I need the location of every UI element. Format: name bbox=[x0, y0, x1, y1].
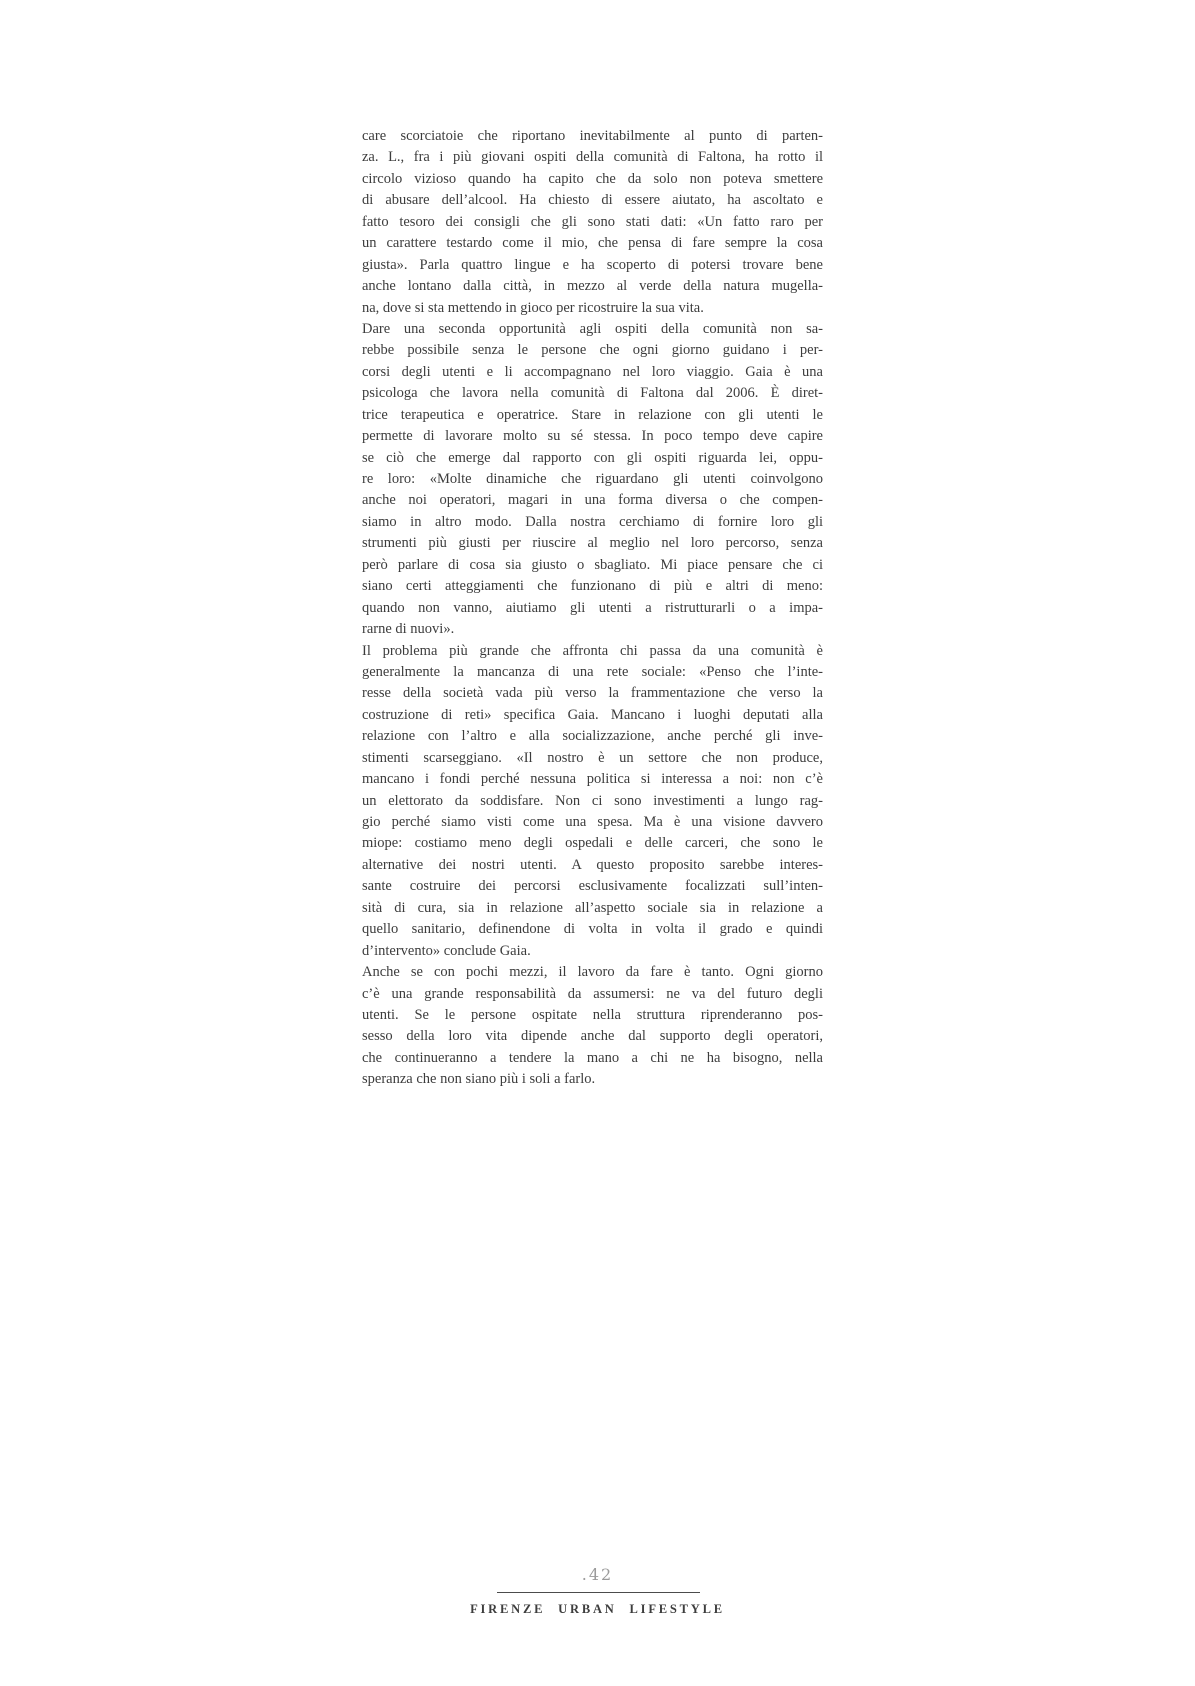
article-line: fatto tesoro dei consigli che gli sono stati dati: «Un fatto raro per bbox=[362, 213, 823, 230]
article-line: speranza che non siano più i soli a farlo. bbox=[362, 1071, 596, 1088]
article-line: za. L., fra i più giovani ospiti della comunità di Faltona, ha rotto il bbox=[362, 149, 823, 166]
article-line: giusta». Parla quattro lingue e ha scoperto di potersi trovare bene bbox=[362, 256, 823, 273]
article-line: sesso della loro vita dipende anche dal supporto degli operatori, bbox=[362, 1028, 823, 1045]
article-line: rarne di nuovi». bbox=[362, 621, 455, 638]
article-line: re loro: «Molte dinamiche che riguardano gli utenti coinvolgono bbox=[362, 471, 823, 487]
article-line: corsi degli utenti e li accompagnano nel loro viaggio. Gaia è una bbox=[362, 363, 823, 380]
article-line: anche noi operatori, magari in una forma diversa o che compen- bbox=[362, 492, 823, 509]
article-paragraph bbox=[362, 319, 823, 641]
article-line: trice terapeutica e operatrice. Stare in relazione con gli utenti le bbox=[362, 406, 823, 423]
article-line: di abusare dell’alcool. Ha chiesto di essere aiutato, ha ascoltato e bbox=[362, 192, 823, 209]
article-line: siamo in altro modo. Dalla nostra cerchiamo di fornire loro gli bbox=[362, 513, 823, 530]
article-paragraph bbox=[362, 962, 823, 1091]
article-line: siano certi atteggiamenti che funzionano di più e altri di meno: bbox=[362, 578, 823, 595]
article-line: circolo vizioso quando ha capito che da solo non poteva smettere bbox=[362, 170, 823, 187]
article-line: un elettorato da soddisfare. Non ci sono investimenti a lungo rag- bbox=[362, 792, 823, 809]
magazine-title: FIRENZE URBAN LIFESTYLE bbox=[470, 1602, 725, 1616]
article-line: c’è una grande responsabilità da assumersi: ne va del futuro degli bbox=[362, 985, 823, 1002]
article-line: utenti. Se le persone ospitate nella struttura riprenderanno pos- bbox=[362, 1006, 823, 1023]
footer-divider bbox=[497, 1592, 700, 1593]
article-line: generalmente la mancanza di una rete sociale: «Penso che l’inte- bbox=[362, 663, 823, 680]
page-number: .42 bbox=[581, 1565, 614, 1584]
article-line: anche lontano dalla città, in mezzo al verde della natura mugella- bbox=[362, 278, 823, 295]
article-line: un carattere testardo come il mio, che pensa di fare sempre la cosa bbox=[362, 235, 823, 252]
article-line: gio perché siamo visti come una spesa. Ma è una visione davvero bbox=[362, 814, 823, 830]
article-line: Anche se con pochi mezzi, il lavoro da fare è tanto. Ogni giorno bbox=[362, 964, 823, 981]
article-line: quando non vanno, aiutiamo gli utenti a ristrutturarli o a impa- bbox=[362, 599, 823, 616]
article-line: na, dove si sta mettendo in gioco per ricostruire la sua vita. bbox=[362, 299, 704, 316]
article-line: permette di lavorare molto su sé stessa. In poco tempo deve capire bbox=[362, 428, 823, 445]
article-line: care scorciatoie che riportano inevitabilmente al punto di parten- bbox=[362, 128, 823, 144]
article-line: rebbe possibile senza le persone che ogni giorno guidano i per- bbox=[362, 342, 823, 359]
article-line: costruzione di reti» specifica Gaia. Mancano i luoghi deputati alla bbox=[362, 706, 823, 723]
article-line: alternative dei nostri utenti. A questo proposito sarebbe interes- bbox=[362, 856, 823, 873]
article-line: se ciò che emerge dal rapporto con gli ospiti riguarda lei, oppu- bbox=[362, 449, 823, 466]
article-line: psicologa che lavora nella comunità di Faltona dal 2006. È diret- bbox=[362, 385, 823, 402]
article-line: sante costruire dei percorsi esclusivamente focalizzati sull’inten- bbox=[362, 878, 823, 895]
article-line: relazione con l’altro e alla socializzazione, anche perché gli inve- bbox=[362, 728, 823, 745]
article-line: che continueranno a tendere la mano a chi ne ha bisogno, nella bbox=[362, 1049, 823, 1066]
article-line: strumenti più giusti per riuscire al meglio nel loro percorso, senza bbox=[362, 535, 823, 552]
article-line: resse della società vada più verso la frammentazione che verso la bbox=[362, 685, 823, 702]
article-line: Il problema più grande che affronta chi passa da una comunità è bbox=[362, 642, 823, 659]
article-text-column bbox=[362, 126, 823, 1091]
article-paragraph bbox=[362, 126, 823, 319]
article-line: miope: costiamo meno degli ospedali e delle carceri, che sono le bbox=[362, 835, 823, 852]
article-line: però parlare di cosa sia giusto o sbagliato. Mi piace pensare che ci bbox=[362, 556, 823, 573]
article-line: Dare una seconda opportunità agli ospiti della comunità non sa- bbox=[362, 320, 823, 337]
article-paragraph bbox=[362, 641, 823, 963]
article-line: mancano i fondi perché nessuna politica si interessa a noi: non c’è bbox=[362, 771, 823, 788]
article-line: quello sanitario, definendone di volta in volta il grado e quindi bbox=[362, 921, 823, 938]
article-line: d’intervento» conclude Gaia. bbox=[362, 942, 531, 959]
article-line: stimenti scarseggiano. «Il nostro è un settore che non produce, bbox=[362, 749, 823, 766]
article-line: sità di cura, sia in relazione all’aspetto sociale sia in relazione a bbox=[362, 899, 823, 916]
